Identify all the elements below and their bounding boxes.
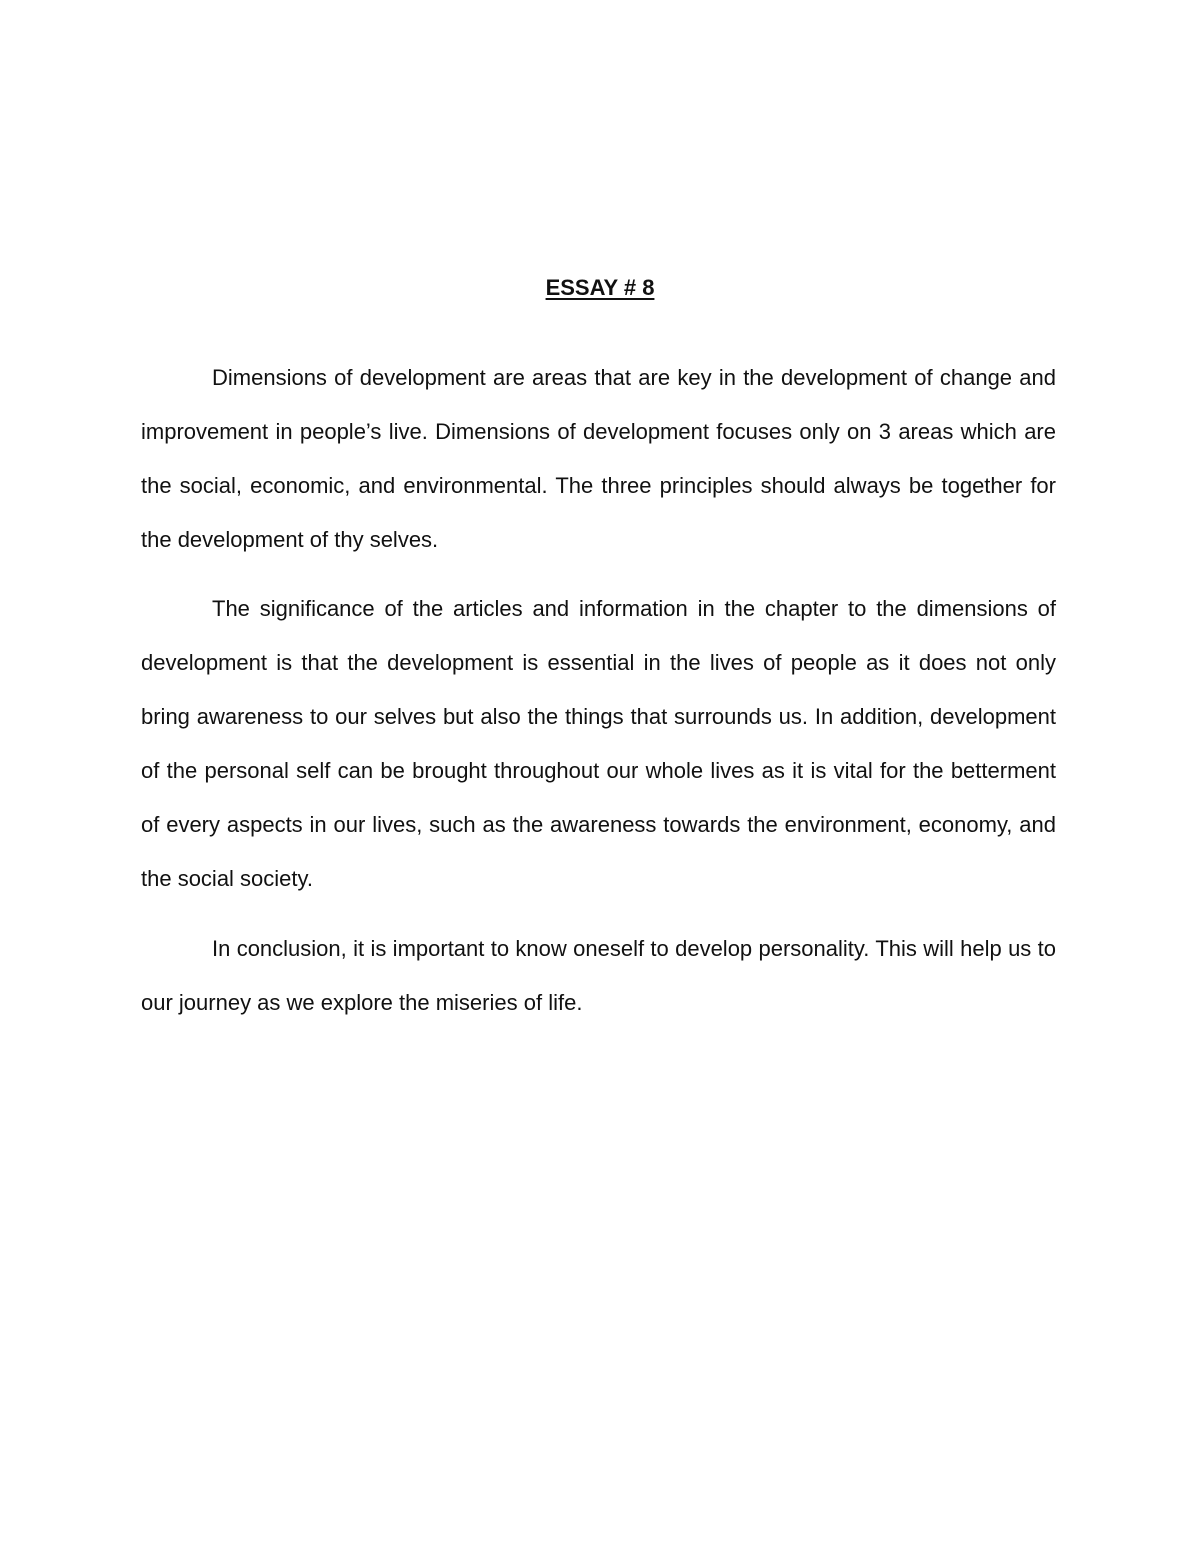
essay-paragraph-3: In conclusion, it is important to know oneself to develop personality. This will help us to our journey as we explore the miseries of life. xyxy=(141,936,1056,1015)
essay-paragraph-1: Dimensions of development are areas that are key in the development of change and improvement in people’s live. Dimensions of development focuses only on 3 areas which are the social, economic, and environmental. The three principles should always be together for the development of thy selves. xyxy=(141,365,1056,552)
essay-title: ESSAY # 8 xyxy=(545,275,655,300)
essay-paragraph-2: The significance of the articles and information in the chapter to the dimensions of development is that the development is essential in the lives of people as it does not only bring awareness to our selves but also the things that surrounds us. In addition, development of the personal self can be brought throughout our whole lives as it is vital for the betterment of every aspects in our lives, such as the awareness towards the environment, economy, and the social society. xyxy=(141,596,1056,891)
